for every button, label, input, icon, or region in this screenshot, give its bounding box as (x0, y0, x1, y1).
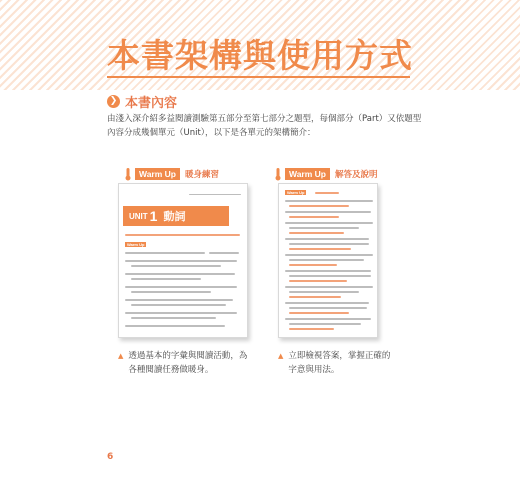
section-title: 本書內容 (125, 96, 178, 111)
thermometer-icon (273, 167, 283, 181)
left-caption: ▲ 透過基本的字彙與閱讀活動，為各種閱讀任務做暖身。 (118, 351, 248, 375)
mini-warm-up-badge: Warm Up (287, 190, 305, 195)
title-underline (107, 76, 410, 78)
right-caption: ▲ 立即檢視答案，掌握正確的字意與用法。 (278, 351, 391, 375)
right-page-thumbnail (278, 183, 378, 338)
left-panel-label (123, 167, 219, 181)
mini-warm-up-badge: Warm Up (127, 242, 145, 247)
thermometer-icon (123, 167, 133, 181)
intro-paragraph: 由淺入深介紹多益閱讀測驗第五部分至第七部分之題型，每個部分（Part）又依題型內容分成幾個單元（Unit），以下是各單元的架構簡介： (107, 114, 422, 138)
page-title: 本書架構與使用方式 (107, 36, 413, 75)
page-number: 6 (107, 452, 114, 462)
unit-banner: UNIT 1 動詞 (123, 206, 229, 226)
right-panel-label-text: 解答及說明 (335, 170, 378, 180)
warm-up-badge: Warm Up (135, 168, 180, 180)
right-panel-label (273, 167, 378, 181)
chevron-right-icon: ❯ (107, 95, 120, 108)
left-panel-label-text: 暖身練習 (185, 170, 220, 180)
warm-up-badge: Warm Up (285, 168, 330, 180)
triangle-bullet-icon: ▲ (278, 352, 284, 360)
triangle-bullet-icon: ▲ (118, 352, 124, 360)
left-page-thumbnail (118, 183, 248, 338)
section-heading (107, 92, 177, 111)
